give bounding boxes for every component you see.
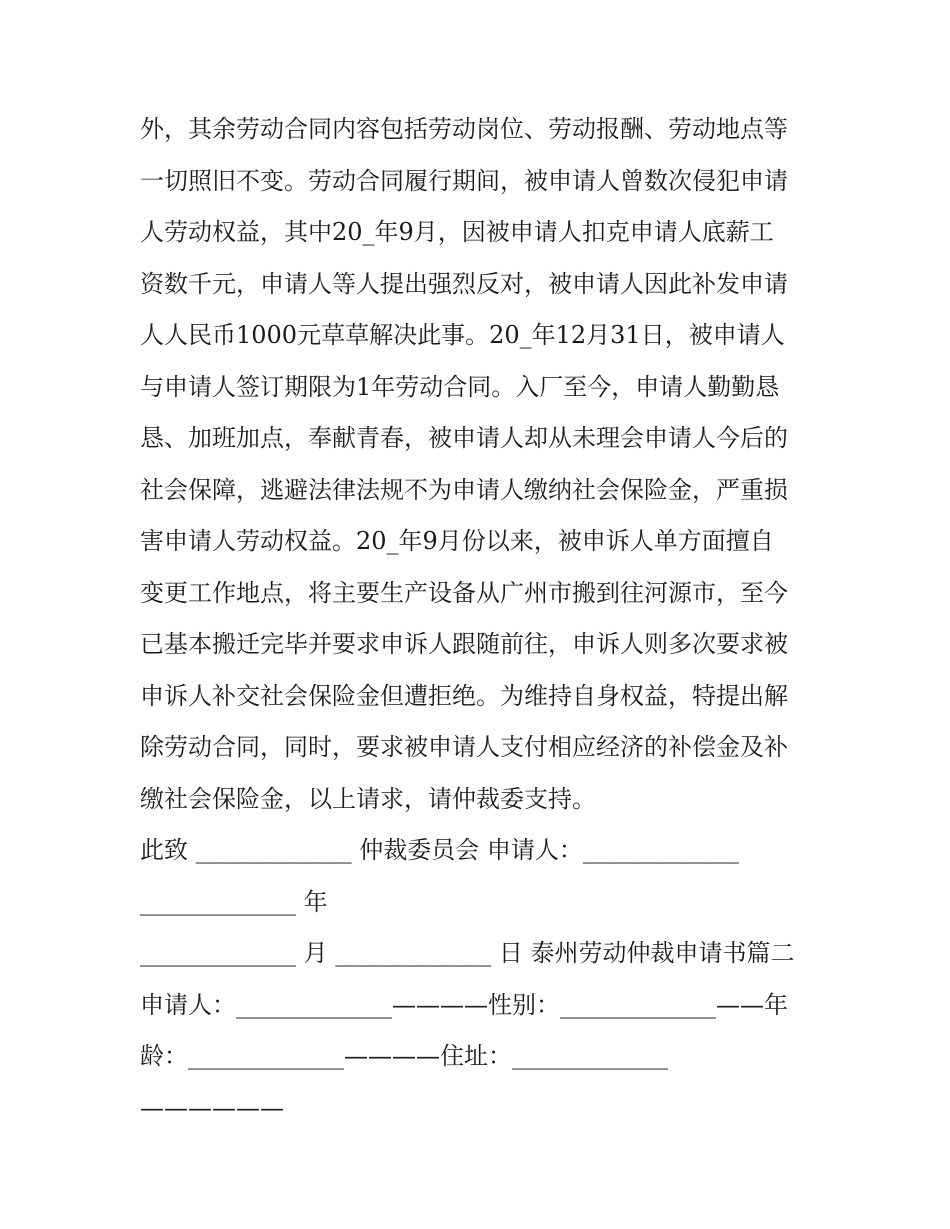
salutation-line: 此致 _____________ 仲裁委员会 申请人：_____________ — [140, 836, 739, 864]
text-line: 资数千元，申请人等人提出强烈反对，被申请人因此补发申请 — [140, 269, 788, 298]
text-line: 变更工作地点，将主要生产设备从广州市搬到往河源市，至今 — [140, 578, 788, 607]
text-line: 社会保障，逃避法律法规不为申请人缴纳社会保险金，严重损 — [140, 475, 788, 504]
text-line: 一切照旧不变。劳动合同履行期间，被申请人曾数次侵犯申请 — [140, 166, 788, 195]
date-month-day-line: _____________ 月 _____________ 日 泰州劳动仲裁申请书篇二 — [140, 939, 795, 967]
text-line: 害申请人劳动权益。20_年9月份以来，被申诉人单方面擅自 — [140, 527, 774, 555]
date-year-line: _____________ 年 — [140, 887, 328, 916]
document-body — [140, 104, 830, 1134]
text-line: 除劳动合同，同时，要求被申请人支付相应经济的补偿金及补 — [140, 733, 788, 761]
text-line: 缴社会保险金，以上请求，请仲裁委支持。 — [140, 784, 596, 813]
text-line: 外，其余劳动合同内容包括劳动岗位、劳动报酬、劳动地点等 — [140, 115, 788, 143]
text-line: 恳、加班加点，奉献青春，被申请人却从未理会申请人今后的 — [140, 424, 788, 452]
age-address-line: 龄：_____________————住址：_____________ — [140, 1042, 668, 1070]
text-line: 申诉人补交社会保险金但遭拒绝。为维持自身权益，特提出解 — [140, 681, 788, 710]
applicant-info-line: 申请人：_____________————性别：_____________——年 — [140, 990, 788, 1019]
text-line: 已基本搬迁完毕并要求申诉人跟随前往，申诉人则多次要求被 — [140, 630, 788, 658]
text-line: 与申请人签订期限为1年劳动合同。入厂至今，申请人勤勤恳 — [140, 372, 780, 401]
text-line: 人劳动权益，其中20_年9月，因被申请人扣克申请人底薪工 — [140, 218, 774, 246]
trailing-dash-line: —————— — [140, 1093, 284, 1122]
text-line: 人人民币1000元草草解决此事。20_年12月31日，被申请人 — [140, 321, 785, 349]
